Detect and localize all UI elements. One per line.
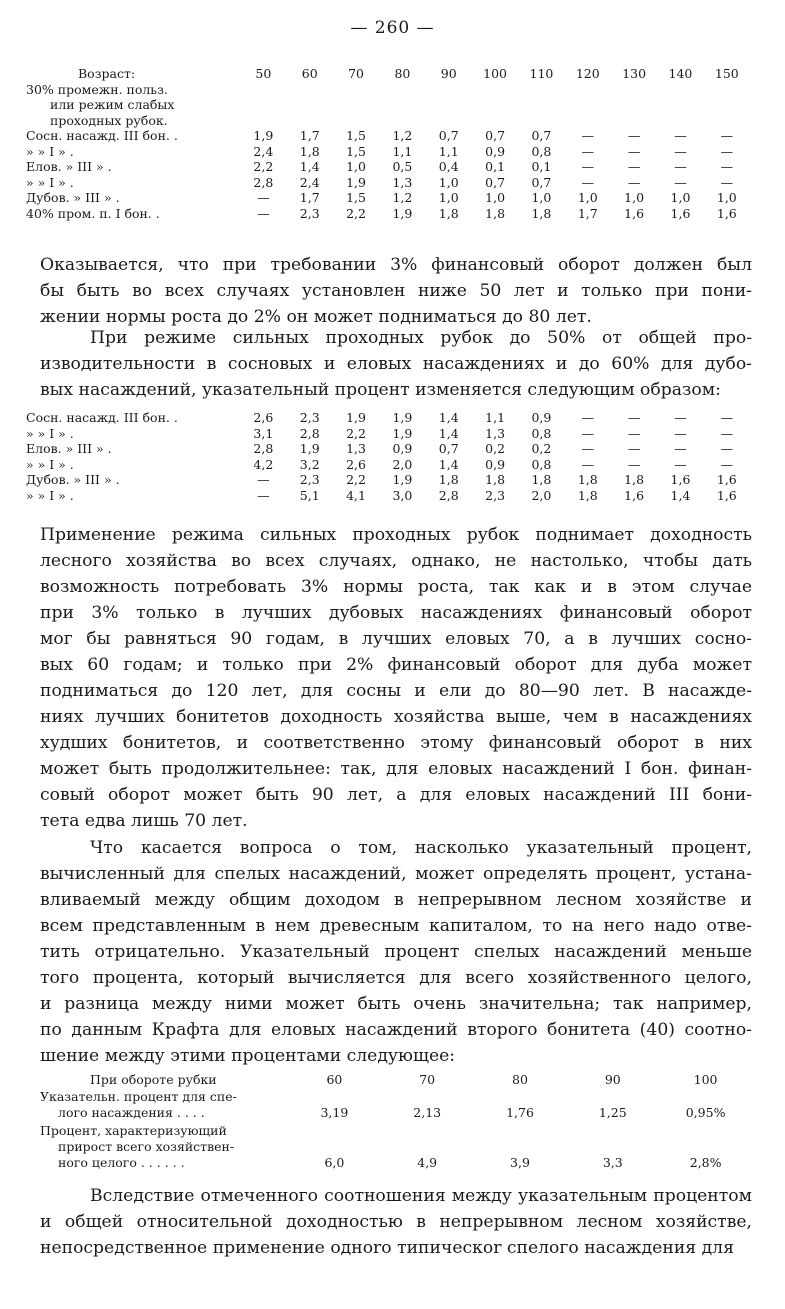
- table-cell: 2,0: [392, 456, 413, 472]
- table-cell: —: [581, 441, 595, 457]
- text-line: Оказывается, что при требовании 3% финансовый оборот должен был: [40, 255, 752, 275]
- table-header-row: [40, 1070, 752, 1087]
- text-line: вливаемый между общим доходом в непрерывном лесном хозяйстве и: [40, 890, 752, 910]
- text-line: худших бонитетов, и соответственно этому финансовый оборот в них: [40, 733, 752, 753]
- row-label: Елов. » III » .: [26, 441, 112, 457]
- table-cell: —: [627, 410, 641, 426]
- table-cell: 1,3: [485, 425, 506, 441]
- table-cell: 1,0: [577, 190, 598, 206]
- table-row: [26, 441, 750, 457]
- table-cell: 6,0: [324, 1155, 345, 1170]
- age-header-cell: 100: [483, 66, 508, 82]
- text-line: бы быть во всех случаях установлен ниже 50 лет и только при пони-: [40, 281, 752, 301]
- table-cell: 2,6: [253, 410, 274, 426]
- table-cell: 1,0: [346, 159, 366, 175]
- table-row: [40, 1121, 752, 1171]
- table-cell: 1,8: [485, 205, 506, 221]
- age-header-cell: 70: [348, 66, 365, 82]
- table-cell: 2,4: [299, 174, 320, 190]
- table-cell: —: [627, 143, 641, 159]
- table-cell: 2,0: [531, 487, 552, 503]
- text-line: ниях лучших бонитетов доходность хозяйства выше, чем в насаждениях: [40, 707, 752, 727]
- row-label: Сосн. насажд. III бон. .: [26, 410, 178, 426]
- turnover-header-label: При обороте рубки: [90, 1072, 217, 1087]
- row-label-line: ного целого . . . . . .: [58, 1155, 185, 1170]
- table-cell: 3,2: [299, 456, 320, 472]
- table-cell: 1,6: [624, 487, 645, 503]
- table-cell: 0,9: [392, 441, 413, 457]
- table-cell: 2,8: [253, 441, 274, 457]
- table-cell: 1,7: [299, 128, 320, 144]
- age-header-cell: 80: [394, 66, 411, 82]
- age-header-cell: 120: [575, 66, 600, 82]
- text-line: возможность потребовать 3% нормы роста, так как и в этом случае: [40, 577, 752, 597]
- row-label: Сосн. насажд. III бон. .: [26, 128, 178, 144]
- table-cell: 2,3: [299, 205, 320, 221]
- table-cell: 2,6: [346, 456, 366, 472]
- table-cell: 3,1: [253, 425, 274, 441]
- table-cell: 2,3: [299, 472, 320, 488]
- text-line: и разница между ними может быть очень значительна; так например,: [40, 994, 752, 1014]
- age-header-cell: 140: [668, 66, 693, 82]
- table-cell: 1,9: [346, 410, 366, 426]
- table-cell: 0,8: [531, 456, 552, 472]
- table-row: [26, 426, 750, 442]
- table-cell: 3,3: [602, 1155, 623, 1170]
- table-row: [26, 175, 750, 191]
- table-cell: 1,6: [670, 472, 691, 488]
- row-label-line: Указательн. процент для спе-: [40, 1089, 237, 1104]
- text-line: по данным Крафта для еловых насаждений второго бонитета (40) соотно-: [40, 1020, 752, 1040]
- row-label: » » I » .: [26, 425, 74, 441]
- table-cell: 0,9: [531, 410, 552, 426]
- table-cell: 0,7: [438, 128, 459, 144]
- table-cell: 1,8: [438, 205, 459, 221]
- table-row: [26, 159, 750, 175]
- table-cell: —: [627, 174, 641, 190]
- table-cell: 3,9: [510, 1155, 530, 1170]
- table-cell: —: [720, 410, 734, 426]
- table-cell: —: [627, 128, 641, 144]
- row-label: » » I » .: [26, 456, 74, 472]
- table-cell: —: [257, 487, 270, 503]
- table-cell: 2,2: [346, 472, 366, 488]
- table-header-row: [26, 66, 750, 82]
- table-cell: —: [581, 410, 595, 426]
- age-header-cell: 110: [529, 66, 554, 82]
- table-cell: —: [581, 456, 595, 472]
- table-cell: 1,9: [253, 128, 274, 144]
- table-cell: 1,2: [392, 190, 413, 206]
- turnover-header-cell: 90: [604, 1072, 621, 1087]
- row-label: » » I » .: [26, 143, 74, 159]
- age-header-cell: 60: [301, 66, 318, 82]
- text-line: Вследствие отмеченного соотношения между указательным процентом: [90, 1186, 752, 1206]
- table-cell: 1,9: [392, 425, 413, 441]
- text-line: Применение режима сильных проходных рубок поднимает доходность: [40, 525, 752, 545]
- table-cell: 2,2: [346, 425, 366, 441]
- table-cell: 1,5: [346, 143, 366, 159]
- table-row: [26, 128, 750, 144]
- table-strong-thinning: [26, 410, 750, 503]
- table-row: [26, 472, 750, 488]
- row-label: » » I » .: [26, 174, 74, 190]
- text-line: подниматься до 120 лет, для сосны и ели до 80—90 лет. В насажде-: [40, 681, 752, 701]
- table-row: [40, 1087, 752, 1121]
- text-line: При режиме сильных проходных рубок до 50% от общей про-: [90, 328, 752, 348]
- table-cell: 0,8: [531, 143, 552, 159]
- page-number: — 260 —: [350, 18, 435, 38]
- table-cell: —: [674, 410, 687, 426]
- table-cell: 1,4: [299, 159, 320, 175]
- text-line: Что касается вопроса о том, насколько указательный процент,: [90, 838, 752, 858]
- table-cell: 3,0: [392, 487, 413, 503]
- table-cell: 1,9: [346, 174, 366, 190]
- table-cell: 0,95%: [685, 1105, 726, 1120]
- row-label-line: прирост всего хозяйствен-: [58, 1139, 235, 1154]
- table-cell: 1,4: [438, 425, 459, 441]
- text-line: непосредственное применение одноrо типическоr спелого насаждения для: [40, 1238, 734, 1258]
- table-cell: 2,4: [253, 143, 274, 159]
- table-cell: —: [257, 472, 270, 488]
- row-label-line: лого насаждения . . . .: [58, 1105, 205, 1120]
- table-cell: 1,0: [624, 190, 645, 206]
- table-cell: —: [581, 174, 595, 190]
- table-cell: 2,8: [299, 425, 320, 441]
- turnover-header-cell: 60: [326, 1072, 343, 1087]
- table-cell: —: [581, 425, 595, 441]
- table-cell: 0,9: [485, 456, 506, 472]
- table-row: [26, 190, 750, 206]
- table-cell: 1,4: [670, 487, 691, 503]
- row-label: Дубов. » III » .: [26, 190, 120, 206]
- table-cell: 4,9: [417, 1155, 438, 1170]
- text-line: шение между этими процентами следующее:: [40, 1046, 456, 1066]
- table-cell: —: [674, 456, 687, 472]
- table-cell: —: [627, 456, 641, 472]
- subheader-row: [26, 97, 750, 113]
- row-label: [40, 1087, 288, 1121]
- paragraph-1: [40, 252, 752, 330]
- table-cell: 2,8: [438, 487, 459, 503]
- paragraph-2: [40, 325, 752, 403]
- table-row: [26, 457, 750, 473]
- row-label: [40, 1121, 288, 1171]
- table-cell: —: [720, 425, 734, 441]
- turnover-header-cell: 70: [419, 1072, 436, 1087]
- table-cell: 1,7: [299, 190, 320, 206]
- table-cell: 0,7: [438, 441, 459, 457]
- table-cell: 1,6: [624, 205, 645, 221]
- turnover-header-cell: 100: [693, 1072, 718, 1087]
- row-label-line: Процент, характеризующий: [40, 1123, 227, 1138]
- table-row: [26, 206, 750, 222]
- text-line: мог бы равняться 90 годам, в лучших еловых 70, а в лучших сосно-: [40, 629, 752, 649]
- table-row: [26, 144, 750, 160]
- text-line: тета едва лишь 70 лет.: [40, 811, 248, 831]
- table-cell: 0,1: [485, 159, 506, 175]
- table-cell: 1,0: [670, 190, 691, 206]
- table-cell: 3,19: [320, 1105, 349, 1120]
- table-cell: 5,1: [299, 487, 320, 503]
- table-cell: 1,6: [716, 487, 737, 503]
- table-cell: 2,2: [253, 159, 274, 175]
- table-row: [26, 410, 750, 426]
- table-cell: 1,1: [485, 410, 506, 426]
- table-cell: 1,9: [392, 472, 413, 488]
- text-line: жении нормы роста до 2% он может подниматься до 80 лет.: [40, 307, 592, 327]
- table-cell: —: [581, 143, 595, 159]
- row-label: 40% пром. п. I бон. .: [26, 205, 160, 221]
- table-cell: 0,8: [531, 425, 552, 441]
- table-cell: 0,9: [485, 143, 506, 159]
- row-label: Елов. » III » .: [26, 159, 112, 175]
- table-cell: 1,4: [438, 456, 459, 472]
- table-cell: 1,6: [716, 205, 737, 221]
- table-cell: 1,8: [438, 472, 459, 488]
- row-label: » » I » .: [26, 487, 74, 503]
- table-cell: —: [720, 441, 734, 457]
- text-line: при 3% только в лучших дубовых насаждениях финансовый оборот: [40, 603, 752, 623]
- table-cell: 1,3: [392, 174, 413, 190]
- table-row: [26, 488, 750, 504]
- text-line: вычисленный для спелых насаждений, может определять процент, устана-: [40, 864, 752, 884]
- table-cell: —: [720, 456, 734, 472]
- table-cell: 1,6: [716, 472, 737, 488]
- table-cell: 0,2: [531, 441, 552, 457]
- table-cell: 1,7: [577, 205, 598, 221]
- table-cell: 1,25: [598, 1105, 627, 1120]
- table-cell: 0,1: [531, 159, 552, 175]
- table-cell: 0,7: [531, 128, 552, 144]
- table-cell: 1,2: [392, 128, 413, 144]
- table-cell: —: [581, 159, 595, 175]
- text-line: того процента, который вычисляется для всего хозяйственного целого,: [40, 968, 752, 988]
- text-line: совый оборот может быть 90 лет, а для еловых насаждений III бони-: [40, 785, 752, 805]
- subheader-row: [26, 82, 750, 98]
- text-line: лесного хозяйства во всех случаях, однако, не настолько, чтобы дать: [40, 551, 752, 571]
- paragraph-4: [40, 835, 752, 1069]
- table-cell: —: [720, 159, 734, 175]
- table-cell: 1,0: [438, 174, 459, 190]
- table-cell: 1,76: [506, 1105, 534, 1120]
- table-cell: —: [627, 159, 641, 175]
- table-cell: —: [674, 159, 687, 175]
- age-header-cell: 90: [440, 66, 457, 82]
- table-cell: —: [627, 425, 641, 441]
- table-cell: 0,2: [485, 441, 506, 457]
- text-line: вых 60 годам; и только при 2% финансовый оборот для дуба может: [40, 655, 752, 675]
- table-cell: 2,3: [485, 487, 506, 503]
- table-cell: 1,9: [392, 205, 413, 221]
- table-cell: —: [257, 205, 270, 221]
- table-kraft-comparison: [40, 1070, 752, 1171]
- table-cell: —: [720, 174, 734, 190]
- table-cell: 4,2: [253, 456, 274, 472]
- text-line: тить отрицательно. Указательный процент спелых насаждений меньше: [40, 942, 752, 962]
- table-cell: 1,1: [392, 143, 413, 159]
- table-cell: —: [720, 143, 734, 159]
- table-cell: —: [674, 174, 687, 190]
- age-header-cell: 50: [255, 66, 272, 82]
- paragraph-5: [40, 1183, 752, 1261]
- table-cell: 0,7: [531, 174, 552, 190]
- table-cell: 1,3: [346, 441, 366, 457]
- table-cell: 2,2: [346, 205, 366, 221]
- regime-label: или режим слабых: [50, 97, 175, 113]
- table-cell: 1,8: [577, 487, 598, 503]
- text-line: всем представленным в нем древесным капиталом, то на него надо отве-: [40, 916, 752, 936]
- table-cell: 4,1: [346, 487, 366, 503]
- table-cell: 1,8: [624, 472, 645, 488]
- table-cell: 1,4: [438, 410, 459, 426]
- text-line: изводительности в сосновых и еловых насаждениях и до 60% для дубо-: [40, 354, 752, 374]
- table-cell: 1,9: [392, 410, 413, 426]
- regime-label: 30% промежн. польз.: [26, 81, 168, 97]
- age-header-cell: 130: [622, 66, 647, 82]
- table-cell: —: [674, 143, 687, 159]
- table-cell: —: [257, 190, 270, 206]
- table-cell: 0,7: [485, 128, 506, 144]
- text-line: и общей относительной доходностью в непрерывном лесном хозяйстве,: [40, 1212, 752, 1232]
- age-header-label: Возраст:: [78, 66, 136, 82]
- paragraph-3: [40, 522, 752, 834]
- table-cell: 2,13: [413, 1105, 442, 1120]
- table-cell: —: [674, 441, 687, 457]
- table-cell: —: [674, 128, 687, 144]
- row-label: Дубов. » III » .: [26, 472, 120, 488]
- table-cell: 1,8: [531, 205, 552, 221]
- table-cell: 1,0: [438, 190, 459, 206]
- table-cell: 1,5: [346, 128, 366, 144]
- turnover-header-cell: 80: [512, 1072, 528, 1087]
- regime-label: проходных рубок.: [50, 112, 168, 128]
- text-line: может быть продолжительнее: так, для еловых насаждений I бон. финан-: [40, 759, 752, 779]
- subheader-row: [26, 113, 750, 129]
- table-cell: 2,8: [253, 174, 274, 190]
- table-cell: —: [674, 425, 687, 441]
- table-cell: 2,8%: [689, 1155, 722, 1170]
- table-cell: —: [720, 128, 734, 144]
- table-cell: 1,1: [438, 143, 459, 159]
- table-cell: 1,8: [577, 472, 598, 488]
- age-header-cell: 150: [714, 66, 739, 82]
- table-cell: 1,5: [346, 190, 366, 206]
- table-cell: 1,8: [485, 472, 506, 488]
- table-cell: 2,3: [299, 410, 320, 426]
- table-weak-thinning: [26, 66, 750, 221]
- table-cell: 1,8: [299, 143, 320, 159]
- table-cell: 0,4: [438, 159, 459, 175]
- text-line: вых насаждений, указательный процент изменяется следующим образом:: [40, 380, 721, 400]
- table-cell: —: [581, 128, 595, 144]
- table-cell: 1,9: [299, 441, 320, 457]
- table-cell: 1,0: [531, 190, 552, 206]
- table-cell: 0,5: [392, 159, 413, 175]
- table-cell: 1,8: [531, 472, 552, 488]
- table-cell: 1,0: [716, 190, 737, 206]
- table-cell: —: [627, 441, 641, 457]
- table-cell: 1,6: [670, 205, 691, 221]
- table-cell: 1,0: [485, 190, 506, 206]
- table-cell: 0,7: [485, 174, 506, 190]
